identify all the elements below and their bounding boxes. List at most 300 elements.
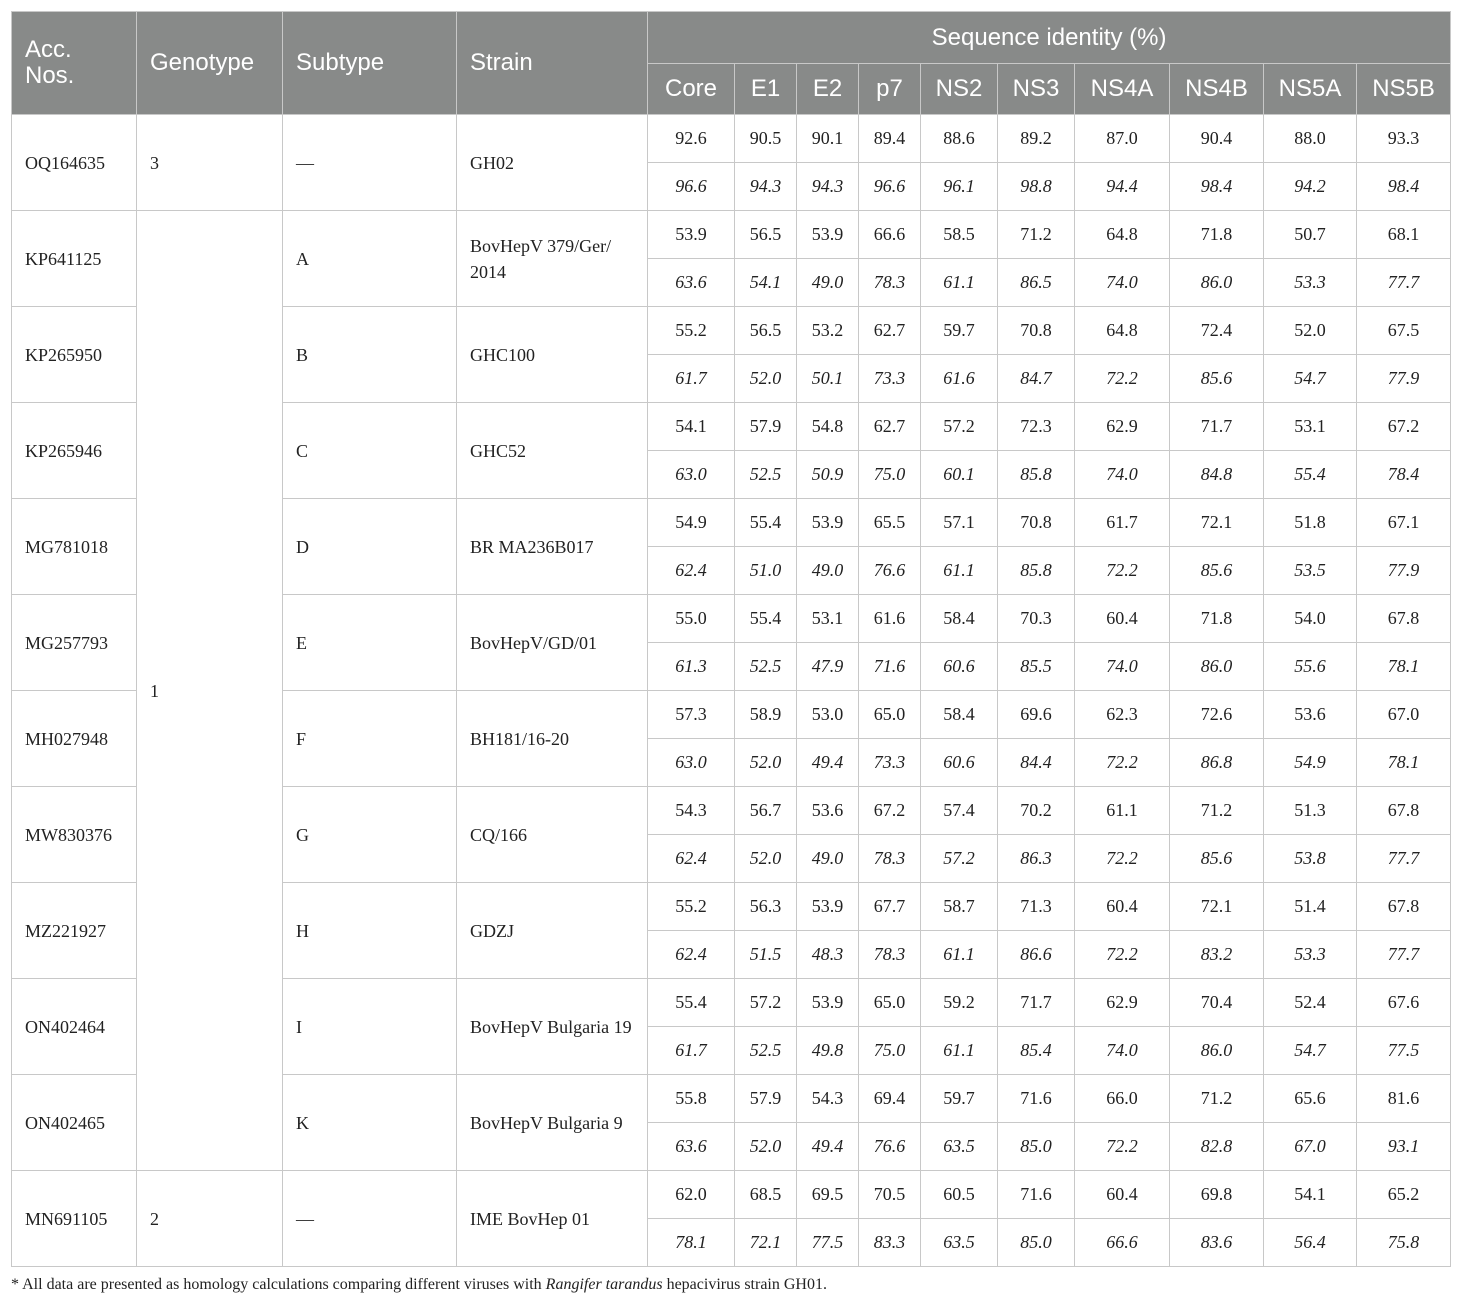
aa-identity-cell: 49.8 <box>797 1027 859 1075</box>
aa-identity-cell: 60.6 <box>921 739 998 787</box>
aa-identity-cell: 98.8 <box>998 163 1075 211</box>
nt-identity-cell: 88.0 <box>1264 115 1357 163</box>
aa-identity-cell: 61.1 <box>921 259 998 307</box>
aa-identity-cell: 85.6 <box>1170 547 1264 595</box>
aa-identity-cell: 52.0 <box>735 835 797 883</box>
aa-identity-cell: 49.0 <box>797 547 859 595</box>
nt-identity-cell: 70.4 <box>1170 979 1264 1027</box>
aa-identity-cell: 93.1 <box>1357 1123 1451 1171</box>
nt-identity-cell: 56.3 <box>735 883 797 931</box>
table-row <box>12 115 1451 163</box>
aa-identity-cell: 50.9 <box>797 451 859 499</box>
nt-identity-cell: 54.8 <box>797 403 859 451</box>
aa-identity-cell: 60.1 <box>921 451 998 499</box>
nt-identity-cell: 72.4 <box>1170 307 1264 355</box>
subtype-cell: I <box>283 979 457 1075</box>
nt-identity-cell: 64.8 <box>1075 307 1170 355</box>
aa-identity-cell: 85.4 <box>998 1027 1075 1075</box>
aa-identity-cell: 86.6 <box>998 931 1075 979</box>
aa-identity-cell: 72.2 <box>1075 547 1170 595</box>
nt-identity-cell: 59.7 <box>921 1075 998 1123</box>
subtype-cell: K <box>283 1075 457 1171</box>
header-subtype: Subtype <box>283 12 457 115</box>
nt-identity-cell: 65.0 <box>859 691 921 739</box>
accession-cell: MH027948 <box>12 691 137 787</box>
footnote: * All data are presented as homology calculations comparing different viruses with Rangifer tarandus hepacivirus strain GH01. <box>11 1276 827 1293</box>
nt-identity-cell: 70.8 <box>998 499 1075 547</box>
nt-identity-cell: 57.2 <box>921 403 998 451</box>
table-row <box>12 211 1451 259</box>
nt-identity-cell: 52.4 <box>1264 979 1357 1027</box>
nt-identity-cell: 65.2 <box>1357 1171 1451 1219</box>
nt-identity-cell: 71.8 <box>1170 211 1264 259</box>
aa-identity-cell: 52.0 <box>735 739 797 787</box>
nt-identity-cell: 71.6 <box>998 1075 1075 1123</box>
nt-identity-cell: 62.7 <box>859 307 921 355</box>
nt-identity-cell: 67.7 <box>859 883 921 931</box>
nt-identity-cell: 54.1 <box>648 403 735 451</box>
nt-identity-cell: 51.8 <box>1264 499 1357 547</box>
nt-identity-cell: 67.2 <box>859 787 921 835</box>
nt-identity-cell: 54.3 <box>797 1075 859 1123</box>
nt-identity-cell: 59.2 <box>921 979 998 1027</box>
table-row <box>12 1171 1451 1219</box>
nt-identity-cell: 55.2 <box>648 307 735 355</box>
aa-identity-cell: 72.2 <box>1075 355 1170 403</box>
aa-identity-cell: 62.4 <box>648 931 735 979</box>
aa-identity-cell: 78.1 <box>1357 739 1451 787</box>
nt-identity-cell: 71.2 <box>1170 1075 1264 1123</box>
strain-cell: IME BovHep 01 <box>457 1171 648 1267</box>
nt-identity-cell: 67.8 <box>1357 883 1451 931</box>
aa-identity-cell: 54.9 <box>1264 739 1357 787</box>
aa-identity-cell: 61.1 <box>921 1027 998 1075</box>
aa-identity-cell: 54.7 <box>1264 355 1357 403</box>
aa-identity-cell: 63.6 <box>648 259 735 307</box>
nt-identity-cell: 69.4 <box>859 1075 921 1123</box>
nt-identity-cell: 58.7 <box>921 883 998 931</box>
nt-identity-cell: 68.1 <box>1357 211 1451 259</box>
aa-identity-cell: 78.3 <box>859 931 921 979</box>
sequence-identity-table <box>11 11 1451 1267</box>
aa-identity-cell: 61.7 <box>648 1027 735 1075</box>
header-region: E1 <box>735 64 797 115</box>
aa-identity-cell: 54.1 <box>735 259 797 307</box>
nt-identity-cell: 55.8 <box>648 1075 735 1123</box>
strain-cell: BovHepV Bulgaria 19 <box>457 979 648 1075</box>
accession-cell: ON402464 <box>12 979 137 1075</box>
aa-identity-cell: 85.8 <box>998 547 1075 595</box>
nt-identity-cell: 65.6 <box>1264 1075 1357 1123</box>
nt-identity-cell: 67.8 <box>1357 595 1451 643</box>
nt-identity-cell: 53.1 <box>1264 403 1357 451</box>
aa-identity-cell: 51.5 <box>735 931 797 979</box>
header-genotype: Genotype <box>137 12 283 115</box>
nt-identity-cell: 58.4 <box>921 595 998 643</box>
nt-identity-cell: 60.4 <box>1075 1171 1170 1219</box>
aa-identity-cell: 78.3 <box>859 835 921 883</box>
nt-identity-cell: 87.0 <box>1075 115 1170 163</box>
nt-identity-cell: 65.5 <box>859 499 921 547</box>
nt-identity-cell: 62.3 <box>1075 691 1170 739</box>
aa-identity-cell: 71.6 <box>859 643 921 691</box>
aa-identity-cell: 85.6 <box>1170 355 1264 403</box>
aa-identity-cell: 50.1 <box>797 355 859 403</box>
strain-cell: GHC52 <box>457 403 648 499</box>
nt-identity-cell: 57.1 <box>921 499 998 547</box>
nt-identity-cell: 62.9 <box>1075 403 1170 451</box>
aa-identity-cell: 61.3 <box>648 643 735 691</box>
aa-identity-cell: 78.3 <box>859 259 921 307</box>
nt-identity-cell: 59.7 <box>921 307 998 355</box>
nt-identity-cell: 60.4 <box>1075 595 1170 643</box>
nt-identity-cell: 67.5 <box>1357 307 1451 355</box>
nt-identity-cell: 53.9 <box>797 883 859 931</box>
nt-identity-cell: 55.4 <box>735 499 797 547</box>
aa-identity-cell: 75.0 <box>859 1027 921 1075</box>
nt-identity-cell: 56.7 <box>735 787 797 835</box>
aa-identity-cell: 78.4 <box>1357 451 1451 499</box>
aa-identity-cell: 86.0 <box>1170 643 1264 691</box>
aa-identity-cell: 52.5 <box>735 1027 797 1075</box>
nt-identity-cell: 58.4 <box>921 691 998 739</box>
accession-cell: MG257793 <box>12 595 137 691</box>
header-acc: Acc. Nos. <box>12 12 137 115</box>
nt-identity-cell: 66.6 <box>859 211 921 259</box>
aa-identity-cell: 85.0 <box>998 1219 1075 1267</box>
aa-identity-cell: 72.2 <box>1075 931 1170 979</box>
strain-cell: BovHepV/GD/01 <box>457 595 648 691</box>
aa-identity-cell: 83.6 <box>1170 1219 1264 1267</box>
header-region: NS3 <box>998 64 1075 115</box>
nt-identity-cell: 69.8 <box>1170 1171 1264 1219</box>
aa-identity-cell: 84.7 <box>998 355 1075 403</box>
aa-identity-cell: 86.5 <box>998 259 1075 307</box>
accession-cell: MZ221927 <box>12 883 137 979</box>
nt-identity-cell: 52.0 <box>1264 307 1357 355</box>
nt-identity-cell: 70.2 <box>998 787 1075 835</box>
aa-identity-cell: 76.6 <box>859 1123 921 1171</box>
aa-identity-cell: 48.3 <box>797 931 859 979</box>
nt-identity-cell: 57.3 <box>648 691 735 739</box>
aa-identity-cell: 94.3 <box>735 163 797 211</box>
accession-cell: MW830376 <box>12 787 137 883</box>
nt-identity-cell: 70.8 <box>998 307 1075 355</box>
nt-identity-cell: 65.0 <box>859 979 921 1027</box>
nt-identity-cell: 53.9 <box>648 211 735 259</box>
subtype-cell: H <box>283 883 457 979</box>
nt-identity-cell: 72.6 <box>1170 691 1264 739</box>
aa-identity-cell: 53.8 <box>1264 835 1357 883</box>
genotype-cell: 1 <box>137 211 283 1171</box>
aa-identity-cell: 49.0 <box>797 259 859 307</box>
aa-identity-cell: 63.5 <box>921 1219 998 1267</box>
nt-identity-cell: 57.9 <box>735 403 797 451</box>
subtype-cell: A <box>283 211 457 307</box>
nt-identity-cell: 66.0 <box>1075 1075 1170 1123</box>
aa-identity-cell: 77.7 <box>1357 931 1451 979</box>
nt-identity-cell: 72.1 <box>1170 499 1264 547</box>
aa-identity-cell: 74.0 <box>1075 259 1170 307</box>
aa-identity-cell: 52.5 <box>735 451 797 499</box>
nt-identity-cell: 61.7 <box>1075 499 1170 547</box>
aa-identity-cell: 85.8 <box>998 451 1075 499</box>
aa-identity-cell: 85.6 <box>1170 835 1264 883</box>
aa-identity-cell: 76.6 <box>859 547 921 595</box>
aa-identity-cell: 49.4 <box>797 739 859 787</box>
nt-identity-cell: 62.9 <box>1075 979 1170 1027</box>
aa-identity-cell: 77.5 <box>1357 1027 1451 1075</box>
aa-identity-cell: 75.8 <box>1357 1219 1451 1267</box>
nt-identity-cell: 90.4 <box>1170 115 1264 163</box>
aa-identity-cell: 86.0 <box>1170 259 1264 307</box>
aa-identity-cell: 62.4 <box>648 835 735 883</box>
aa-identity-cell: 53.3 <box>1264 931 1357 979</box>
nt-identity-cell: 64.8 <box>1075 211 1170 259</box>
nt-identity-cell: 67.1 <box>1357 499 1451 547</box>
aa-identity-cell: 49.4 <box>797 1123 859 1171</box>
nt-identity-cell: 71.7 <box>1170 403 1264 451</box>
aa-identity-cell: 82.8 <box>1170 1123 1264 1171</box>
nt-identity-cell: 50.7 <box>1264 211 1357 259</box>
aa-identity-cell: 77.7 <box>1357 259 1451 307</box>
nt-identity-cell: 68.5 <box>735 1171 797 1219</box>
nt-identity-cell: 56.5 <box>735 307 797 355</box>
nt-identity-cell: 53.0 <box>797 691 859 739</box>
aa-identity-cell: 77.7 <box>1357 835 1451 883</box>
nt-identity-cell: 69.6 <box>998 691 1075 739</box>
accession-cell: KP265950 <box>12 307 137 403</box>
nt-identity-cell: 55.0 <box>648 595 735 643</box>
header-region: NS2 <box>921 64 998 115</box>
header-region: NS5B <box>1357 64 1451 115</box>
aa-identity-cell: 63.6 <box>648 1123 735 1171</box>
aa-identity-cell: 55.4 <box>1264 451 1357 499</box>
header-sequence-identity: Sequence identity (%) <box>648 12 1451 64</box>
nt-identity-cell: 71.8 <box>1170 595 1264 643</box>
aa-identity-cell: 63.0 <box>648 739 735 787</box>
header-region: NS4A <box>1075 64 1170 115</box>
nt-identity-cell: 71.7 <box>998 979 1075 1027</box>
aa-identity-cell: 61.1 <box>921 931 998 979</box>
nt-identity-cell: 71.6 <box>998 1171 1075 1219</box>
nt-identity-cell: 51.4 <box>1264 883 1357 931</box>
nt-identity-cell: 71.2 <box>998 211 1075 259</box>
nt-identity-cell: 81.6 <box>1357 1075 1451 1123</box>
subtype-cell: C <box>283 403 457 499</box>
accession-cell: MG781018 <box>12 499 137 595</box>
nt-identity-cell: 72.3 <box>998 403 1075 451</box>
nt-identity-cell: 67.0 <box>1357 691 1451 739</box>
aa-identity-cell: 74.0 <box>1075 1027 1170 1075</box>
nt-identity-cell: 57.9 <box>735 1075 797 1123</box>
header-region: p7 <box>859 64 921 115</box>
nt-identity-cell: 62.7 <box>859 403 921 451</box>
aa-identity-cell: 52.0 <box>735 355 797 403</box>
aa-identity-cell: 52.0 <box>735 1123 797 1171</box>
aa-identity-cell: 83.2 <box>1170 931 1264 979</box>
nt-identity-cell: 54.3 <box>648 787 735 835</box>
aa-identity-cell: 83.3 <box>859 1219 921 1267</box>
subtype-cell: G <box>283 787 457 883</box>
nt-identity-cell: 58.9 <box>735 691 797 739</box>
accession-cell: OQ164635 <box>12 115 137 211</box>
nt-identity-cell: 53.9 <box>797 499 859 547</box>
aa-identity-cell: 86.0 <box>1170 1027 1264 1075</box>
aa-identity-cell: 98.4 <box>1170 163 1264 211</box>
aa-identity-cell: 96.6 <box>648 163 735 211</box>
aa-identity-cell: 49.0 <box>797 835 859 883</box>
aa-identity-cell: 96.6 <box>859 163 921 211</box>
subtype-cell: F <box>283 691 457 787</box>
accession-cell: KP265946 <box>12 403 137 499</box>
nt-identity-cell: 55.4 <box>648 979 735 1027</box>
aa-identity-cell: 78.1 <box>648 1219 735 1267</box>
nt-identity-cell: 53.9 <box>797 211 859 259</box>
nt-identity-cell: 53.1 <box>797 595 859 643</box>
nt-identity-cell: 70.3 <box>998 595 1075 643</box>
nt-identity-cell: 67.2 <box>1357 403 1451 451</box>
nt-identity-cell: 89.4 <box>859 115 921 163</box>
accession-cell: ON402465 <box>12 1075 137 1171</box>
aa-identity-cell: 94.3 <box>797 163 859 211</box>
aa-identity-cell: 47.9 <box>797 643 859 691</box>
aa-identity-cell: 61.1 <box>921 547 998 595</box>
aa-identity-cell: 74.0 <box>1075 643 1170 691</box>
aa-identity-cell: 51.0 <box>735 547 797 595</box>
subtype-cell: E <box>283 595 457 691</box>
nt-identity-cell: 60.5 <box>921 1171 998 1219</box>
aa-identity-cell: 63.0 <box>648 451 735 499</box>
aa-identity-cell: 66.6 <box>1075 1219 1170 1267</box>
aa-identity-cell: 98.4 <box>1357 163 1451 211</box>
accession-cell: KP641125 <box>12 211 137 307</box>
aa-identity-cell: 53.3 <box>1264 259 1357 307</box>
accession-cell: MN691105 <box>12 1171 137 1267</box>
strain-cell: BR MA236B017 <box>457 499 648 595</box>
nt-identity-cell: 56.5 <box>735 211 797 259</box>
nt-identity-cell: 69.5 <box>797 1171 859 1219</box>
nt-identity-cell: 71.3 <box>998 883 1075 931</box>
subtype-cell: D <box>283 499 457 595</box>
nt-identity-cell: 55.4 <box>735 595 797 643</box>
aa-identity-cell: 85.5 <box>998 643 1075 691</box>
header-region: NS4B <box>1170 64 1264 115</box>
subtype-cell: B <box>283 307 457 403</box>
nt-identity-cell: 57.4 <box>921 787 998 835</box>
genotype-cell: 3 <box>137 115 283 211</box>
nt-identity-cell: 53.2 <box>797 307 859 355</box>
nt-identity-cell: 72.1 <box>1170 883 1264 931</box>
aa-identity-cell: 53.5 <box>1264 547 1357 595</box>
aa-identity-cell: 85.0 <box>998 1123 1075 1171</box>
nt-identity-cell: 62.0 <box>648 1171 735 1219</box>
aa-identity-cell: 77.9 <box>1357 547 1451 595</box>
strain-cell: BH181/16-20 <box>457 691 648 787</box>
aa-identity-cell: 94.4 <box>1075 163 1170 211</box>
strain-cell: BovHepV 379/Ger/ 2014 <box>457 211 648 307</box>
strain-cell: GH02 <box>457 115 648 211</box>
nt-identity-cell: 88.6 <box>921 115 998 163</box>
strain-cell: GHC100 <box>457 307 648 403</box>
aa-identity-cell: 61.7 <box>648 355 735 403</box>
nt-identity-cell: 54.0 <box>1264 595 1357 643</box>
strain-cell: GDZJ <box>457 883 648 979</box>
aa-identity-cell: 55.6 <box>1264 643 1357 691</box>
nt-identity-cell: 53.6 <box>1264 691 1357 739</box>
aa-identity-cell: 72.1 <box>735 1219 797 1267</box>
aa-identity-cell: 74.0 <box>1075 451 1170 499</box>
aa-identity-cell: 72.2 <box>1075 739 1170 787</box>
aa-identity-cell: 72.2 <box>1075 1123 1170 1171</box>
subtype-cell: — <box>283 115 457 211</box>
aa-identity-cell: 84.8 <box>1170 451 1264 499</box>
nt-identity-cell: 61.6 <box>859 595 921 643</box>
nt-identity-cell: 53.9 <box>797 979 859 1027</box>
aa-identity-cell: 86.8 <box>1170 739 1264 787</box>
aa-identity-cell: 56.4 <box>1264 1219 1357 1267</box>
aa-identity-cell: 75.0 <box>859 451 921 499</box>
aa-identity-cell: 73.3 <box>859 355 921 403</box>
aa-identity-cell: 52.5 <box>735 643 797 691</box>
nt-identity-cell: 53.6 <box>797 787 859 835</box>
strain-cell: BovHepV Bulgaria 9 <box>457 1075 648 1171</box>
header-region: NS5A <box>1264 64 1357 115</box>
strain-cell: CQ/166 <box>457 787 648 883</box>
aa-identity-cell: 94.2 <box>1264 163 1357 211</box>
nt-identity-cell: 60.4 <box>1075 883 1170 931</box>
subtype-cell: — <box>283 1171 457 1267</box>
aa-identity-cell: 60.6 <box>921 643 998 691</box>
nt-identity-cell: 55.2 <box>648 883 735 931</box>
nt-identity-cell: 90.5 <box>735 115 797 163</box>
aa-identity-cell: 77.5 <box>797 1219 859 1267</box>
aa-identity-cell: 57.2 <box>921 835 998 883</box>
nt-identity-cell: 54.1 <box>1264 1171 1357 1219</box>
nt-identity-cell: 57.2 <box>735 979 797 1027</box>
aa-identity-cell: 62.4 <box>648 547 735 595</box>
aa-identity-cell: 86.3 <box>998 835 1075 883</box>
nt-identity-cell: 93.3 <box>1357 115 1451 163</box>
nt-identity-cell: 51.3 <box>1264 787 1357 835</box>
aa-identity-cell: 54.7 <box>1264 1027 1357 1075</box>
aa-identity-cell: 73.3 <box>859 739 921 787</box>
aa-identity-cell: 67.0 <box>1264 1123 1357 1171</box>
nt-identity-cell: 90.1 <box>797 115 859 163</box>
aa-identity-cell: 72.2 <box>1075 835 1170 883</box>
nt-identity-cell: 67.6 <box>1357 979 1451 1027</box>
aa-identity-cell: 78.1 <box>1357 643 1451 691</box>
nt-identity-cell: 89.2 <box>998 115 1075 163</box>
genotype-cell: 2 <box>137 1171 283 1267</box>
aa-identity-cell: 61.6 <box>921 355 998 403</box>
nt-identity-cell: 92.6 <box>648 115 735 163</box>
nt-identity-cell: 70.5 <box>859 1171 921 1219</box>
aa-identity-cell: 77.9 <box>1357 355 1451 403</box>
nt-identity-cell: 54.9 <box>648 499 735 547</box>
aa-identity-cell: 96.1 <box>921 163 998 211</box>
header-region: E2 <box>797 64 859 115</box>
header-strain: Strain <box>457 12 648 115</box>
aa-identity-cell: 84.4 <box>998 739 1075 787</box>
aa-identity-cell: 63.5 <box>921 1123 998 1171</box>
footnote-species: Rangifer tarandus <box>545 1276 663 1293</box>
nt-identity-cell: 61.1 <box>1075 787 1170 835</box>
header-region: Core <box>648 64 735 115</box>
nt-identity-cell: 58.5 <box>921 211 998 259</box>
nt-identity-cell: 67.8 <box>1357 787 1451 835</box>
nt-identity-cell: 71.2 <box>1170 787 1264 835</box>
